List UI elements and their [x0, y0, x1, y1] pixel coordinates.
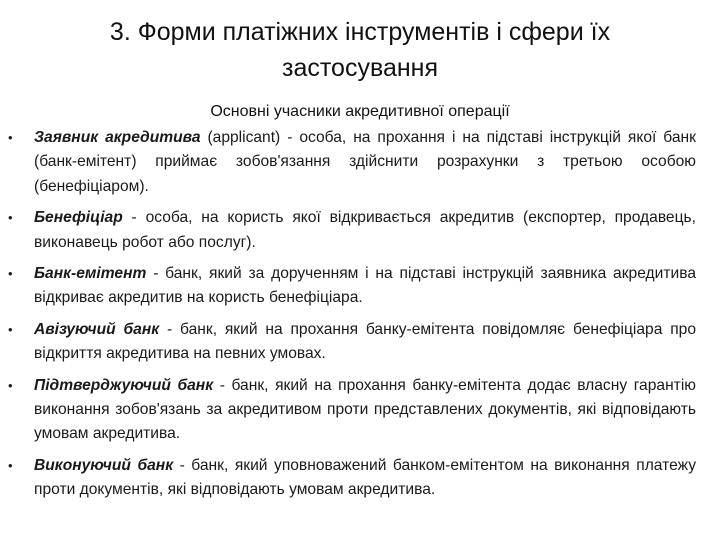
- bullet-icon: •: [8, 377, 13, 393]
- list-item: [0, 206, 720, 255]
- list-item: [0, 126, 720, 199]
- bullet-icon: •: [8, 210, 13, 226]
- list-item: [0, 454, 720, 503]
- slide-subtitle: Основні учасники акредитивної операції: [210, 103, 510, 120]
- item-term: Банк-емітент: [34, 265, 147, 283]
- list-item: [0, 374, 720, 447]
- slide-title: 3. Форми платіжних інструментів і сфери їх застосування: [109, 18, 611, 82]
- list-item: [0, 318, 720, 367]
- item-description: - банк, який на прохання банку-емітента додає власну гарантію виконання зобов'язань за акредитивом проти представлених документів, які відповідають умовам акредитива.: [34, 376, 696, 443]
- item-description: - банк, який на прохання банку-емітента повідомляє бенефіціара про відкриття акредитива на певних умовах.: [34, 320, 696, 363]
- item-term: Авізуючий банк: [34, 320, 160, 338]
- bullet-icon: •: [8, 321, 13, 337]
- item-term: Заявник акредитива: [34, 129, 201, 146]
- bullet-icon: •: [8, 130, 13, 145]
- participants-list: [0, 126, 720, 503]
- item-description: - банк, який уповноважений банком-емітентом на виконання платежу проти документів, які відповідають умовам акредитива.: [34, 456, 696, 499]
- item-term: Виконуючий банк: [34, 456, 174, 474]
- item-description: - особа, на користь якої відкривається акредитив (експортер, продавець, виконавець робот або послуг).: [34, 209, 696, 251]
- bullet-icon: •: [8, 457, 13, 473]
- list-item: [0, 262, 720, 311]
- item-description: (applicant) - особа, на прохання і на підставі інструкцій якої банк (банк-емітент) приймає зобов'язання здійснити розрахунки з третьою особою (бенефіціаром).: [34, 129, 696, 195]
- item-term: Бенефіціар: [34, 209, 123, 227]
- item-description: - банк, який за дорученням і на підставі інструкцій заявника акредитива відкриває акредитив на користь бенефіціара.: [34, 265, 696, 307]
- bullet-icon: •: [8, 266, 13, 282]
- item-term: Підтверджуючий банк: [34, 376, 214, 394]
